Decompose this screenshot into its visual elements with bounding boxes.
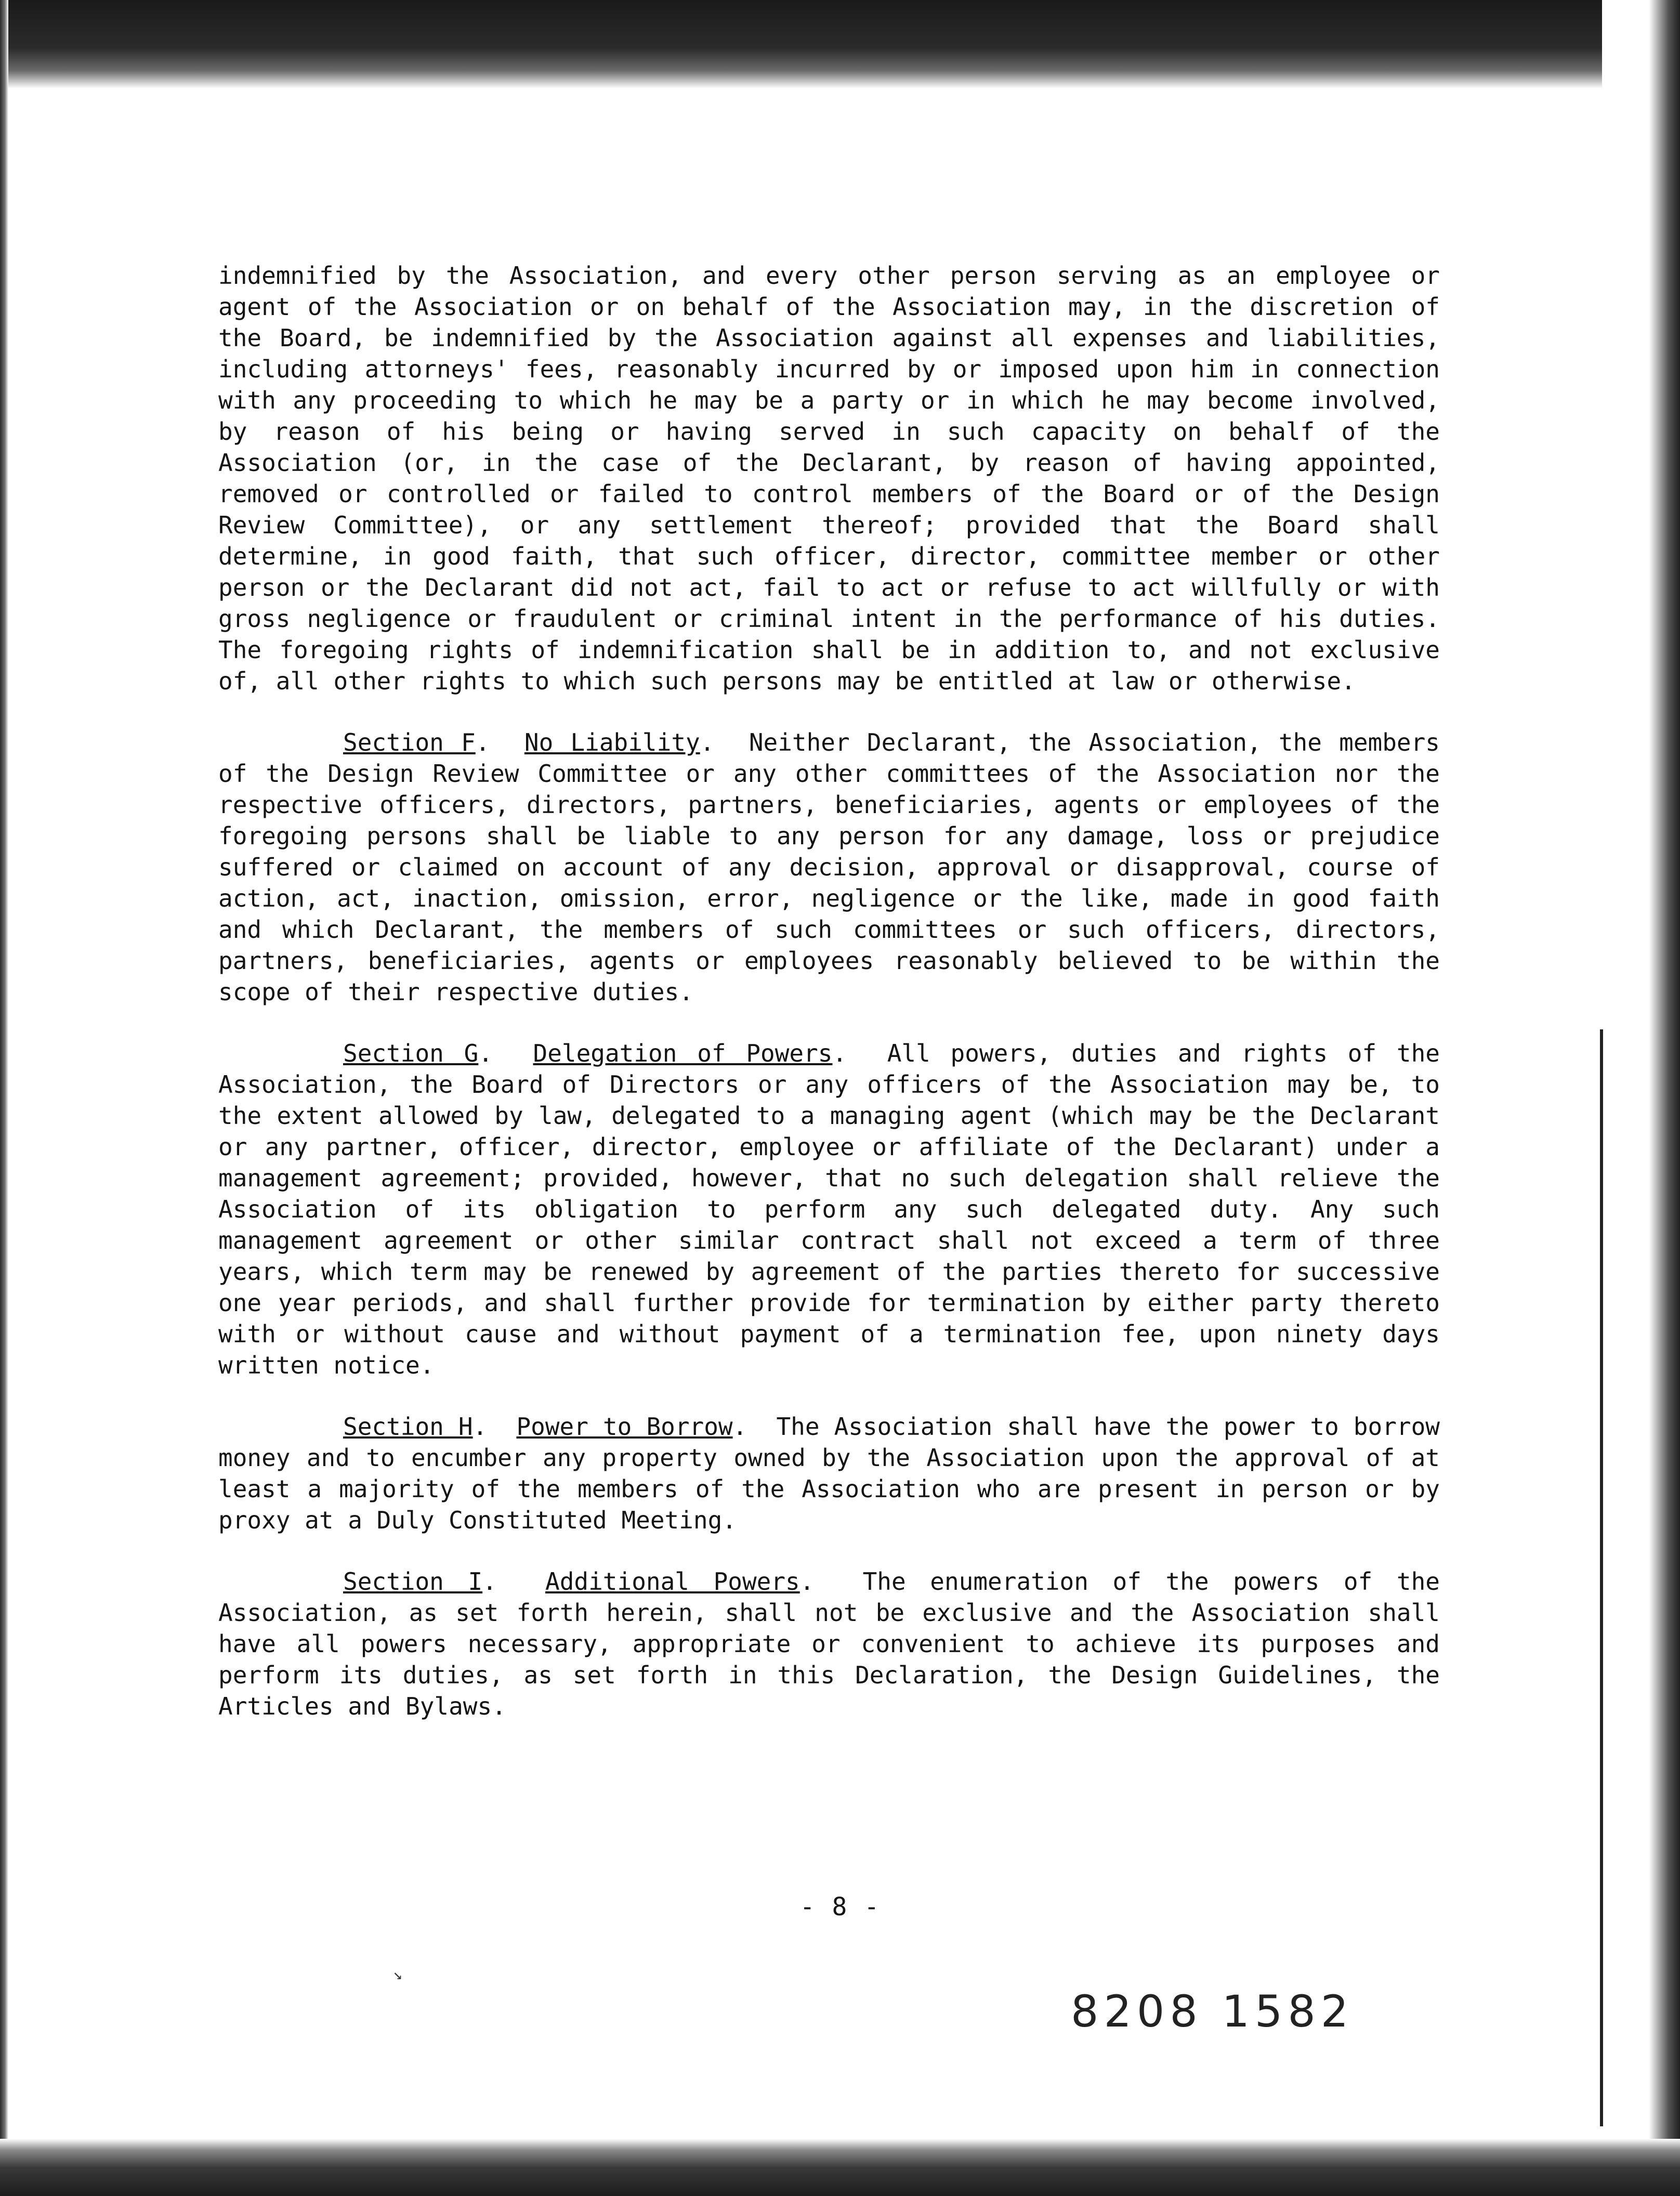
section-i-text: The enumeration of the powers of the Association, as set forth herein, shall not be exclusive and the Association shall have all powers necessary, appropriate or convenient to achieve its purposes and perform its duties, as set forth in this Declaration, the Design Guidelines, the Articles and Bylaws.: [218, 1567, 1440, 1720]
section-g-text: All powers, duties and rights of the Association, the Board of Directors or any officers of the Association may be, to the extent allowed by law, delegated to a managing agent (which may be the Declarant or any partner, officer, director, employee or affiliate of the Declarant) under a management agreement; provided, however, that no such delegation shall relieve the Association of its obligation to perform any such delegated duty. Any such management agreement or other similar contract shall not exceed a term of three years, which term may be renewed by agreement of the parties thereto for successive one year periods, and shall further provide for termination by either party thereto with or without cause and without payment of a termination fee, upon ninety days written notice.: [218, 1039, 1440, 1379]
section-h-paragraph: Section H. Power to Borrow. The Association shall have the power to borrow money and to encumber any property owned by the Association upon the approval of at least a majority of the members of the Association who are present in person or by proxy at a Duly Constituted Meeting.: [218, 1413, 1440, 1534]
scan-border-bottom: [0, 2139, 1680, 2196]
section-g-title: Delegation of Powers: [533, 1039, 833, 1067]
section-i-paragraph: Section I. Additional Powers. The enumeration of the powers of the Association, as set forth herein, shall not be exclusive and the Association shall have all powers necessary, appropriate or convenient to achieve its purposes and perform its duties, as set forth in this Declaration, the Design Guidelines, the Articles and Bylaws.: [218, 1567, 1440, 1720]
document-body: [218, 260, 1440, 1722]
section-h-label: Section H: [343, 1413, 473, 1441]
section-g-paragraph: Section G. Delegation of Powers. All powers, duties and rights of the Association, the Board of Directors or any officers of the Association may be, to the extent allowed by law, delegated to a managing agent (which may be the Declarant or any partner, officer, director, employee or affiliate of the Declarant) under a management agreement; provided, however, that no such delegation shall relieve the Association of its obligation to perform any such delegated duty. Any such management agreement or other similar contract shall not exceed a term of three years, which term may be renewed by agreement of the parties thereto for successive one year periods, and shall further provide for termination by either party thereto with or without cause and without payment of a termination fee, upon ninety days written notice.: [218, 1039, 1440, 1379]
scan-border-right: [1602, 0, 1680, 2196]
continuation-paragraph: indemnified by the Association, and every other person serving as an employee or agent of the Association or on behalf of the Association may, in the discretion of the Board, be indemnified by the Association against all expenses and liabilities, including attorneys' fees, reasonably incurred by or imposed upon him in connection with any proceeding to which he may be a party or in which he may become involved, by reason of his being or having served in such capacity on behalf of the Association (or, in the case of the Declarant, by reason of having appointed, removed or controlled or failed to control members of the Board or of the Design Review Committee), or any settlement thereof; provided that the Board shall determine, in good faith, that such officer, director, committee member or other person or the Declarant did not act, fail to act or refuse to act willfully or with gross negligence or fraudulent or criminal intent in the performance of his duties. The foregoing rights of indemnification shall be in addition to, and not exclusive of, all other rights to which such persons may be entitled at law or otherwise.: [218, 262, 1440, 695]
section-i-title: Additional Powers: [545, 1567, 800, 1596]
section-f-label: Section F: [343, 728, 476, 756]
stray-mark-icon: ↘: [393, 1965, 403, 1983]
scan-border-left: [0, 0, 8, 2196]
section-i-label: Section I: [343, 1567, 483, 1596]
section-f-paragraph: Section F. No Liability. Neither Declarant, the Association, the members of the Design Review Committee or any other committees of the Association nor the respective officers, directors, partners, beneficiaries, agents or employees of the foregoing persons shall be liable to any person for any damage, loss or prejudice suffered or claimed on account of any decision, approval or disapproval, course of action, act, inaction, omission, error, negligence or the like, made in good faith and which Declarant, the members of such committees or such officers, directors, partners, beneficiaries, agents or employees reasonably believed to be within the scope of their respective duties.: [218, 728, 1440, 1006]
document-reference-number: 8208 1582: [1071, 1986, 1354, 2037]
section-h-title: Power to Borrow: [516, 1413, 733, 1441]
section-f-title: No Liability: [524, 728, 700, 756]
section-h-text: The Association shall have the power to borrow money and to encumber any property owned by the Association upon the approval of at least a majority of the members of the Association who are present in person or by proxy at a Duly Constituted Meeting.: [218, 1413, 1440, 1534]
section-f-text: Neither Declarant, the Association, the members of the Design Review Committee or any other committees of the Association nor the respective officers, directors, partners, beneficiaries, agents or employees of the foregoing persons shall be liable to any person for any damage, loss or prejudice suffered or claimed on account of any decision, approval or disapproval, course of action, act, inaction, omission, error, negligence or the like, made in good faith and which Declarant, the members of such committees or such officers, directors, partners, beneficiaries, agents or employees reasonably believed to be within the scope of their respective duties.: [218, 728, 1440, 1006]
page-number: - 8 -: [799, 1892, 881, 1922]
page-edge-shadow: [1600, 1029, 1603, 2126]
section-g-label: Section G: [343, 1039, 479, 1067]
scan-border-top: [0, 0, 1680, 88]
